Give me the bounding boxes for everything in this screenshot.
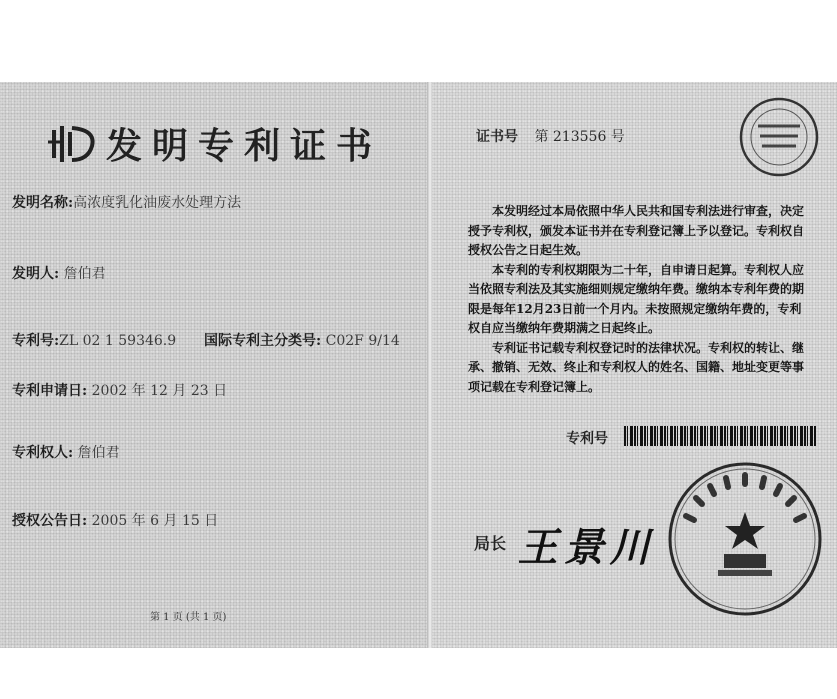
director-label: 局长 — [474, 534, 507, 553]
field-value: 2005 年 6 月 15 日 — [91, 513, 219, 529]
field-value: 詹伯君 — [77, 445, 120, 461]
field-label: 专利号: — [12, 333, 60, 349]
certificate-scan — [0, 82, 837, 648]
field-patent-number — [12, 330, 176, 350]
barcode — [624, 426, 816, 446]
director-signature: 王景川 — [517, 524, 656, 571]
field-label: 专利申请日: — [12, 383, 88, 399]
patent-office-logo — [46, 120, 98, 166]
field-value: 高浓度乳化油废水处理方法 — [73, 195, 242, 211]
field-label: 国际专利主分类号: — [204, 333, 322, 349]
certificate-title: 发明专利证书 — [106, 125, 383, 167]
field-value: C02F 9/14 — [325, 333, 400, 349]
field-value: 2002 年 12 月 23 日 — [91, 383, 228, 399]
barcode-label: 专利号 — [566, 431, 608, 447]
sipo-official-seal — [666, 460, 824, 618]
certificate-number — [476, 126, 625, 146]
field-label: 专利权人: — [12, 445, 74, 461]
field-grant-date — [12, 510, 218, 530]
body-paragraph: 专利证书记载专利权登记时的法律状况。专利权的转让、继承、撤销、无效、终止和专利权人的姓名、国籍、地址变更等事项记载在专利登记簿上。 — [468, 340, 805, 394]
body-paragraph: 本发明经过本局依照中华人民共和国专利法进行审查，决定授予专利权，颁发本证书并在专利登记簿上予以登记。专利权自授权公告之日起生效。 — [468, 204, 805, 257]
agency-seal — [738, 96, 820, 178]
director-signature-block — [474, 516, 656, 573]
field-label: 发明人: — [12, 266, 60, 282]
right-page — [432, 82, 837, 648]
field-patentee — [12, 442, 120, 462]
field-ipc-class — [204, 330, 400, 350]
patent-barcode-row — [566, 426, 816, 448]
page-footer: 第 1 页 (共 1 页) — [150, 612, 227, 623]
field-filing-date — [12, 380, 227, 400]
field-label: 发明名称: — [12, 195, 74, 211]
certificate-body — [468, 202, 810, 397]
field-value: ZL 02 1 59346.9 — [59, 333, 177, 349]
certificate-number-label: 证书号 — [476, 129, 518, 145]
left-page — [0, 82, 428, 648]
certificate-number-value: 第 213556 号 — [534, 129, 625, 145]
field-inventor — [12, 263, 106, 283]
field-value: 詹伯君 — [63, 266, 106, 282]
field-invention-name — [12, 192, 241, 212]
field-label: 授权公告日: — [12, 513, 88, 529]
body-paragraph: 本专利的专利权期限为二十年，自申请日起算。专利权人应当依照专利法及其实施细则规定缴纳年费。缴纳本专利年费的期限是每年12月23日前一个月内。未按照规定缴纳年费的，专利权自应当缴纳年费期满之日起终止。 — [468, 262, 805, 335]
